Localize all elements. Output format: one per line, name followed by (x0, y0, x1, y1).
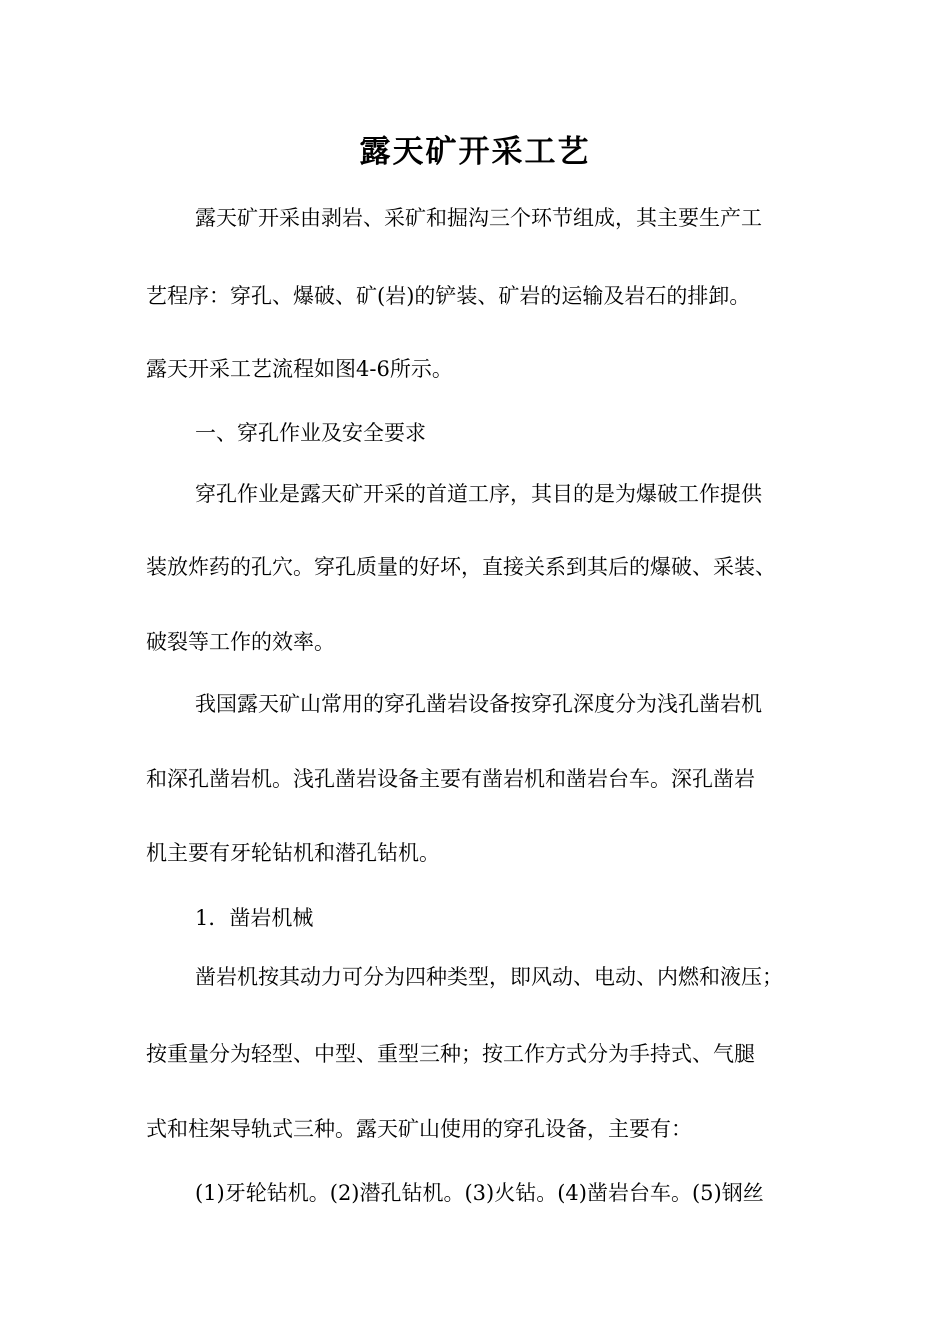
subsection-heading: 1．凿岩机械 (195, 906, 314, 930)
body-line: 露天矿开采由剥岩、采矿和掘沟三个环节组成，其主要生产工 (195, 206, 762, 230)
body-line: 我国露天矿山常用的穿孔凿岩设备按穿孔深度分为浅孔凿岩机 (195, 692, 762, 716)
body-line: 机主要有牙轮钻机和潜孔钻机。 (146, 841, 440, 865)
body-line: 破裂等工作的效率。 (146, 630, 335, 654)
section-heading: 一、穿孔作业及安全要求 (195, 421, 426, 445)
body-line: 露天开采工艺流程如图4-6所示。 (146, 357, 453, 381)
body-line: 按重量分为轻型、中型、重型三种；按工作方式分为手持式、气腿 (146, 1042, 755, 1066)
document-title: 露天矿开采工艺 (359, 134, 591, 170)
body-line: (1)牙轮钻机。(2)潜孔钻机。(3)火钻。(4)凿岩台车。(5)钢丝 (195, 1181, 764, 1205)
body-line: 和深孔凿岩机。浅孔凿岩设备主要有凿岩机和凿岩台车。深孔凿岩 (146, 767, 755, 791)
body-line: 凿岩机按其动力可分为四种类型，即风动、电动、内燃和液压； (195, 965, 783, 989)
body-line: 装放炸药的孔穴。穿孔质量的好坏，直接关系到其后的爆破、采装、 (146, 555, 776, 579)
body-line: 式和柱架导轨式三种。露天矿山使用的穿孔设备，主要有： (146, 1117, 692, 1141)
body-line: 艺程序：穿孔、爆破、矿(岩)的铲装、矿岩的运输及岩石的排卸。 (146, 284, 751, 308)
body-line: 穿孔作业是露天矿开采的首道工序，其目的是为爆破工作提供 (195, 482, 762, 506)
